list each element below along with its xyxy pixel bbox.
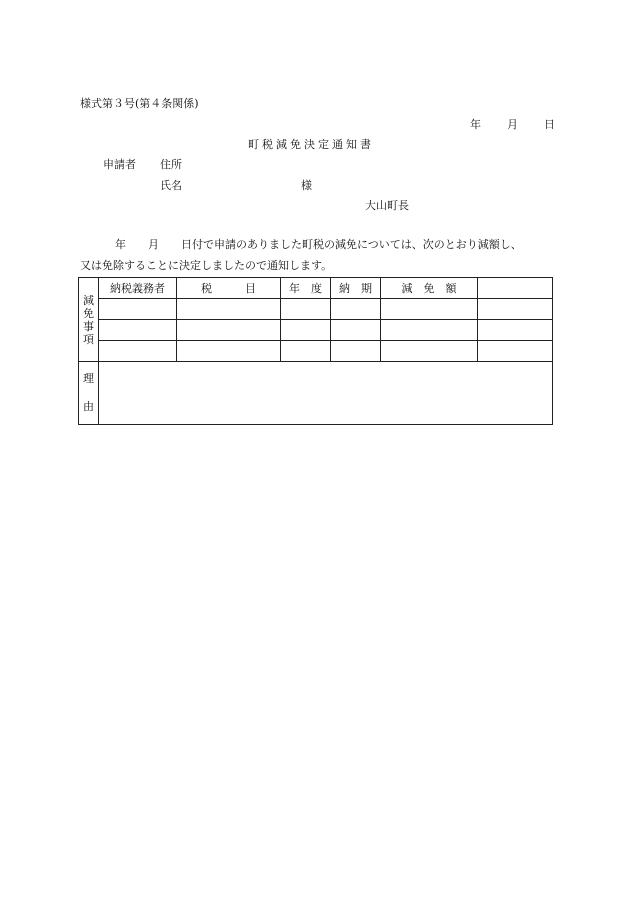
table-cell[interactable] — [177, 299, 281, 320]
table-cell[interactable] — [331, 320, 381, 341]
honorific: 様 — [301, 179, 312, 192]
table-cell[interactable] — [381, 341, 478, 362]
name-label: 氏名 — [160, 179, 182, 192]
date-year: 年 — [470, 118, 481, 131]
form-number: 様式第３号(第４条関係) — [80, 97, 199, 110]
issuer: 大山町長 — [365, 199, 409, 212]
date-day: 日 — [544, 118, 555, 131]
body-text-line-2: 又は免除することに決定しましたので通知します。 — [80, 259, 333, 272]
reason-row — [79, 362, 553, 425]
date-line — [470, 118, 555, 132]
table-row — [79, 341, 553, 362]
reason-label: 理由 — [79, 362, 99, 425]
table-cell[interactable] — [478, 320, 553, 341]
table-row — [79, 320, 553, 341]
column-header: 税 目 — [177, 278, 281, 299]
table-cell[interactable] — [478, 341, 553, 362]
table-cell[interactable] — [177, 320, 281, 341]
table-cell[interactable] — [99, 320, 177, 341]
table-cell[interactable] — [281, 341, 331, 362]
reason-field[interactable] — [99, 362, 553, 425]
column-header: 納 期 — [331, 278, 381, 299]
table-row — [79, 299, 553, 320]
table-cell[interactable] — [177, 341, 281, 362]
date-month: 月 — [507, 118, 518, 131]
reduction-table — [78, 277, 553, 425]
document-title: 町税減免決定通知書 — [248, 138, 374, 151]
table-cell[interactable] — [478, 299, 553, 320]
table-cell[interactable] — [281, 299, 331, 320]
table-cell[interactable] — [331, 341, 381, 362]
address-label: 住所 — [160, 158, 182, 171]
table-cell[interactable] — [99, 299, 177, 320]
body-text-line-1: 年 月 日付で申請のありました町税の減免については、次のとおり減額し、 — [115, 238, 522, 251]
applicant-label: 申請者 — [103, 158, 136, 171]
table-cell[interactable] — [281, 320, 331, 341]
table-cell[interactable] — [381, 320, 478, 341]
table-cell[interactable] — [99, 341, 177, 362]
column-header: 納税義務者 — [99, 278, 177, 299]
column-header: 減 免 額 — [381, 278, 478, 299]
reduction-items-label: 減免事項 — [79, 278, 99, 362]
table-cell[interactable] — [381, 299, 478, 320]
table-cell[interactable] — [331, 299, 381, 320]
column-header: 年 度 — [281, 278, 331, 299]
column-header — [478, 278, 553, 299]
table-header-row — [79, 278, 553, 299]
